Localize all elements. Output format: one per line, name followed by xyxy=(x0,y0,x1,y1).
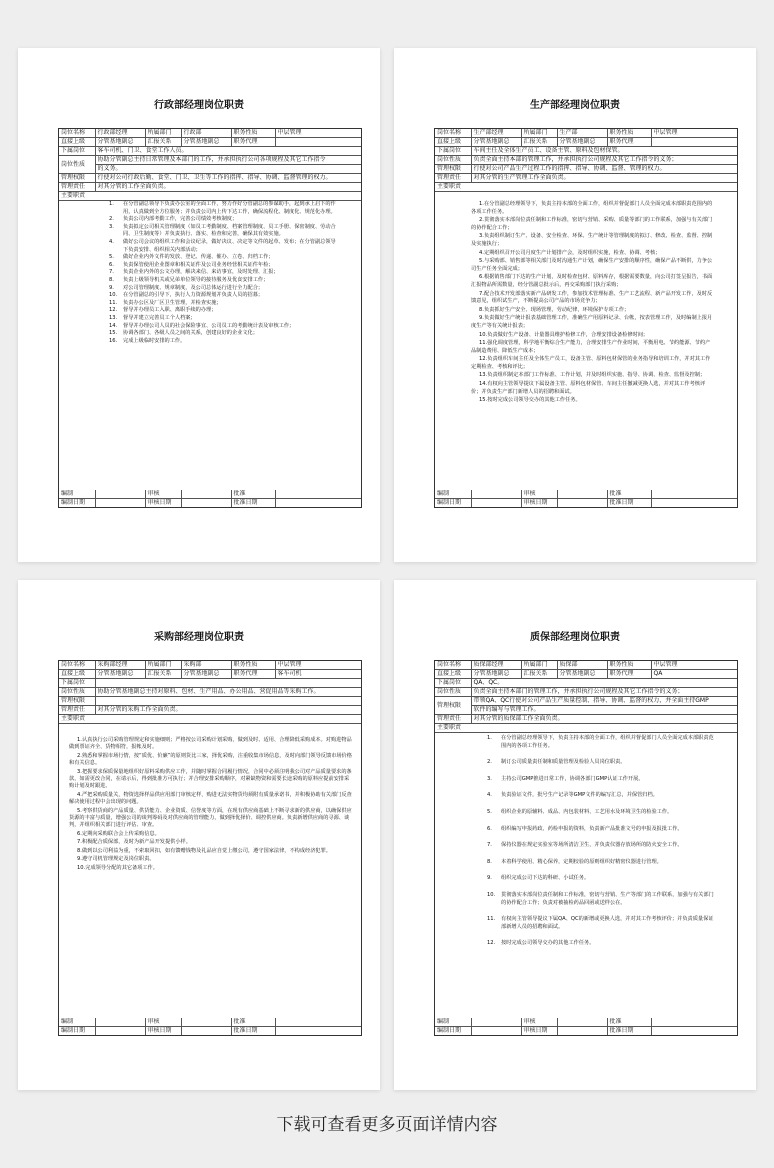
label-superior: 直接上级 xyxy=(59,670,95,679)
duty-text: 负责保管使用企业图章和相关证件及公司业务经营相关证件年检； xyxy=(123,261,274,268)
duty-number: 6. xyxy=(487,825,492,832)
duty-item xyxy=(109,285,339,293)
label-responsibility: 管理责任 xyxy=(435,174,471,183)
duty-item xyxy=(109,330,339,338)
duty-item xyxy=(69,769,353,791)
duty-item xyxy=(487,826,715,834)
duty-item xyxy=(487,859,715,867)
label-superior: 直接上级 xyxy=(59,138,95,147)
value-subordinate: QA、QC。 xyxy=(471,679,737,688)
duty-number: 8. xyxy=(109,276,114,283)
value-subordinate: 客车司机、门卫、食堂工作人员。 xyxy=(95,147,361,156)
document-page-quality xyxy=(394,580,756,1090)
duty-text: 负责企业内外的公文办理，解决来信、来访事宜，及时处理、汇报； xyxy=(123,269,279,276)
duty-text: 遵守司机管理规定及岗位职责。 xyxy=(81,856,155,863)
duty-item xyxy=(69,808,353,830)
duty-text: 对公司管理制度、规章制度，及公司总体运行进行全力配合； xyxy=(123,284,264,291)
value-responsibility: 对其分管的生产管理工作全面负责。 xyxy=(471,174,737,183)
value-superior: 分管基地副总 xyxy=(95,138,145,147)
value-post-name: 行政部经理 xyxy=(95,129,145,138)
label-post-name: 岗位名称 xyxy=(435,129,471,138)
download-more-link[interactable]: 下载可查看更多页面详情内容 xyxy=(276,1115,498,1135)
duty-item xyxy=(471,307,713,315)
duty-number: 7. xyxy=(77,839,82,846)
label-subordinate: 下属岗位 xyxy=(59,679,95,688)
duty-number: 2. xyxy=(487,759,492,766)
label-subordinate: 下属岗位 xyxy=(435,147,471,156)
duty-number: 9. xyxy=(487,875,492,882)
duty-text: 保持仪器在规定实验室等场所清洁卫生，并负责仪器存放场所的防火安全工作。 xyxy=(501,842,683,849)
duty-text: 组织企业的原辅料、成品、内包装材料、工艺用水及环境卫生的检验工作。 xyxy=(501,808,673,815)
duty-text: 主持公司GMP推进日常工作，协调各部门GMP认证工作开展。 xyxy=(501,775,644,782)
duty-number: 12. xyxy=(109,307,118,314)
duty-number: 13. xyxy=(479,372,488,379)
duty-number: 7. xyxy=(479,290,484,297)
job-form xyxy=(434,128,738,508)
job-form xyxy=(434,660,738,1036)
duty-number: 11. xyxy=(479,340,488,347)
duty-item xyxy=(109,315,339,323)
duty-text: 定期向采购联合会上传采购信息。 xyxy=(81,830,160,837)
duty-item xyxy=(471,372,713,380)
value-department: 采购部 xyxy=(181,661,231,670)
duty-text: 熟悉和掌握市场行情，按“质优、价廉”的原则货比三家，择优采购，注重收集市场信息，及时向部门领导反馈市场价格和有关信息。 xyxy=(69,752,352,767)
label-approve-date: 批准日期 xyxy=(607,1027,651,1036)
duties-area xyxy=(435,187,737,489)
duty-text: 组织完成公司下达的科研、小试任务。 xyxy=(501,875,590,882)
duty-item xyxy=(69,839,353,846)
duty-text: 按时完成公司领导交办的其他工作任务。 xyxy=(487,397,581,404)
duty-item xyxy=(109,224,339,239)
duty-number: 9. xyxy=(479,315,484,322)
duties-area xyxy=(59,195,361,489)
duty-number: 14. xyxy=(109,322,118,329)
value-proxy: 客车司机 xyxy=(275,670,361,679)
value-report: 分管基地副总 xyxy=(181,670,231,679)
page-title: 质保部经理岗位职责 xyxy=(530,632,620,643)
duty-number: 6. xyxy=(479,274,484,281)
duty-text: 与采购部、销售部等相关部门及时沟通生产计划，确保生产安排的顺序性，确保产品不断供，力争公司生产任务全面完成； xyxy=(471,258,713,272)
duty-number: 5. xyxy=(109,254,114,261)
duty-item xyxy=(471,340,713,355)
duty-item xyxy=(471,332,713,340)
info-table xyxy=(435,661,737,733)
duty-item xyxy=(487,776,715,784)
duty-text: 认真执行公司采购管理规定和实施细则；严格按公司采购计划采购，做到及时、适用、合理降低采购成本。对购进物品做到票证齐全、货物相符，报帐及时。 xyxy=(69,737,352,751)
label-approve-date: 批准日期 xyxy=(231,499,275,508)
value-post-name: 生产部经理 xyxy=(471,129,521,138)
label-post-nature: 职务性质 xyxy=(231,661,275,670)
label-post-nature: 职务性质 xyxy=(607,129,651,138)
duty-text: 督导并办理公司人员的社会保险事宜、公司员工的考勤统计表及审核工作； xyxy=(123,322,295,329)
duty-text: 考察供货商的产品质量、供货能力、企业资质、信誉度等方面，在现有供应商基础上不断寻求新的供应商，以确保供应货源的丰富与质量，增强公司的谈判筹码及对供应商的管理能力，做到择优择价、调控供应商。负责新增供应商的寻源、谈判，并组织相关部门进行评估、审查。 xyxy=(69,807,352,829)
value-nature: 协助分管基地副总主持对原料、包材、生产用品、办公用品、营促用品等采购工作。 xyxy=(95,688,361,697)
value-report: 分管基地副总 xyxy=(557,670,607,679)
value-proxy: QA xyxy=(651,670,737,679)
value-nature-cont: 的义务。 xyxy=(95,165,361,174)
label-superior: 直接上级 xyxy=(435,670,471,679)
label-subordinate: 下属岗位 xyxy=(435,679,471,688)
value-superior: 分管基地副总 xyxy=(471,670,521,679)
duty-item xyxy=(471,315,713,330)
value-post-name: 质保部经理 xyxy=(471,661,521,670)
duty-number: 10. xyxy=(109,292,118,299)
label-proxy: 职务代理 xyxy=(231,138,275,147)
duty-text: 负责做好生产设备、计量器具维护检修工作，合理安排设备检修时间； xyxy=(487,331,649,338)
duty-text: 协调各部门、各级人员之间的关系，创建良好的企业文化； xyxy=(123,330,258,337)
duty-item xyxy=(109,201,339,216)
label-report: 汇报关系 xyxy=(521,670,557,679)
label-approve-date: 批准日期 xyxy=(231,1027,275,1036)
duty-text: 强化调度管理，科学地平衡综合生产能力，合理安排生产作业时间，平衡用电、节约能源、节约产品制造费用、降低生产成本； xyxy=(471,340,711,354)
value-proxy xyxy=(651,138,737,147)
duty-item xyxy=(69,856,353,863)
duty-text: 做好企业内外文件的发放、登记、传递、催办、立卷、归档工作； xyxy=(123,254,274,261)
duty-number: 3. xyxy=(479,233,484,240)
document-page-admin xyxy=(18,48,380,562)
label-review-date: 审核日期 xyxy=(145,499,181,508)
duty-text: 负责办公区及厂区卫生管理，并检查实施； xyxy=(123,299,222,306)
info-table xyxy=(59,129,361,201)
label-post-nature: 职务性质 xyxy=(231,129,275,138)
label-approve-date: 批准日期 xyxy=(607,499,651,508)
duty-number: 2. xyxy=(109,216,114,223)
duty-item xyxy=(487,735,715,750)
label-review: 审核 xyxy=(521,1018,557,1027)
duty-item xyxy=(109,338,339,346)
label-approve: 批准 xyxy=(231,1018,275,1027)
value-superior: 分管基地副总 xyxy=(95,670,145,679)
duty-text: 按时完成公司领导交办的其他工作任务。 xyxy=(501,940,595,947)
duty-text: 积极配合质保部，及时为新产品开发提供小样。 xyxy=(81,839,191,846)
duty-number: 6. xyxy=(109,261,114,268)
duty-item xyxy=(69,792,353,807)
label-nature: 岗位性质 xyxy=(435,156,471,165)
duty-text: 督导并办理员工入职、离职手续的办理； xyxy=(123,307,217,314)
duty-item xyxy=(471,217,713,232)
job-form xyxy=(58,660,362,1036)
duty-item xyxy=(487,842,715,850)
duty-number: 8. xyxy=(487,858,492,865)
duty-number: 12. xyxy=(487,940,496,947)
duty-number: 10. xyxy=(77,864,86,871)
duty-item xyxy=(109,239,339,254)
label-report: 汇报关系 xyxy=(521,138,557,147)
duty-item xyxy=(69,753,353,768)
duty-item xyxy=(471,201,713,216)
duty-text: 配合技术开发部落实新产品研发工作，参加技术管理标准、生产工艺流程、新产品开发工作，及时反馈意见，组织试生产，不断提高公司产品的市场竞争力； xyxy=(471,290,713,305)
duty-item xyxy=(487,809,715,817)
duty-text: 在分管副总领导下负责办公室的全面工作，努力作好分管副总的参谋助手，起到承上启下的作用，认真做到全方位服务；并负责公司内上传下达工作，确保流程化、制度化、规范化办理。 xyxy=(123,201,336,215)
label-review: 审核 xyxy=(145,490,181,499)
label-proxy: 职务代理 xyxy=(607,670,651,679)
duty-number: 1. xyxy=(487,735,492,741)
duty-number: 11. xyxy=(487,916,496,923)
label-authority: 管理权限 xyxy=(59,174,95,183)
duty-text: 负责验证文件，批号生产记录等GMP文件的编写汇总，并保管归档。 xyxy=(501,792,658,799)
value-post-name: 采购部经理 xyxy=(95,661,145,670)
value-nature: 负责全面主持本部的管理工作，并承担执行公司规程及其它工作指令的义务； xyxy=(471,156,737,165)
duty-number: 4. xyxy=(487,792,492,799)
duty-number: 12. xyxy=(479,356,488,363)
value-authority: 行使对公司产品生产过程工作的指挥、指导、协调、监督、管理的权力。 xyxy=(471,165,737,174)
duty-number: 4. xyxy=(109,238,114,245)
label-prepare-date: 编制日期 xyxy=(435,1027,471,1036)
duty-number: 4. xyxy=(77,791,82,798)
duty-text: 负责抓好生产安全、现场管理，劳动纪律，环境保护专项工作； xyxy=(483,306,630,313)
value-department: 行政部 xyxy=(181,129,231,138)
value-responsibility: 对其分管的质保部工作全面负责。 xyxy=(471,715,737,724)
duty-item xyxy=(487,940,715,948)
duty-item xyxy=(487,916,715,931)
duty-text: 完成领导分配的其它备项工作。 xyxy=(85,864,158,871)
signature-table xyxy=(59,1018,361,1035)
duty-number: 16. xyxy=(109,337,118,344)
duties-area xyxy=(59,719,361,1017)
duty-text: 在分管副总的引导下，执行人力资源规划并负责人员的招募； xyxy=(123,292,264,299)
label-responsibility: 管理责任 xyxy=(59,183,95,192)
duty-text: 负责组织制定本部门工作标准、工作计划，并及时组织实施、指导、协调、检查、监督及控制； xyxy=(487,372,706,379)
duty-item xyxy=(69,865,353,872)
duty-text: 负责组织制订生产、设备、安全检查、环保、生产统计等管理制度的拟订、修改、检查、监督、控制及实施执行； xyxy=(471,233,713,247)
duty-text: 贯彻落实本部岗位责任制和工作标准，密切与营销、生产等部门的工作联系，加强与有关部门的协作配合工作；负责对被抽检药品回函或送样公在。 xyxy=(501,891,714,906)
label-department: 所属部门 xyxy=(145,129,181,138)
value-post-nature: 中层管理 xyxy=(651,129,737,138)
duty-number: 5. xyxy=(487,808,492,815)
value-responsibility: 对其分管的工作全面负责。 xyxy=(95,183,361,192)
page-title: 行政部经理岗位职责 xyxy=(154,100,244,111)
duties-area xyxy=(435,727,737,1017)
duty-number: 15. xyxy=(479,397,488,404)
label-review-date: 审核日期 xyxy=(521,1027,557,1036)
duty-item xyxy=(487,892,715,907)
duty-number: 11. xyxy=(109,299,118,306)
duty-text: 在分管副总经理领导下，负责主持本部的全面工作，组织并督促部门人员全面完成本部职责范围内的各项工作任务。 xyxy=(471,201,713,215)
label-department: 所属部门 xyxy=(521,129,557,138)
duty-number: 15. xyxy=(109,330,118,337)
duty-text: 本着科学使用、精心保养，定期校验的原则组织好精密仪器进行管理。 xyxy=(501,858,662,865)
duty-item xyxy=(471,274,713,289)
value-responsibility: 对其分管的采购工作全面负责。 xyxy=(95,706,361,715)
duty-number: 14. xyxy=(479,381,488,388)
label-review: 审核 xyxy=(145,1018,181,1027)
label-prepare-date: 编制日期 xyxy=(59,499,95,508)
value-post-nature: 中层管理 xyxy=(275,129,361,138)
signature-table xyxy=(435,490,737,507)
duty-item xyxy=(487,759,715,767)
value-post-nature: 中层管理 xyxy=(651,661,737,670)
label-department: 所属部门 xyxy=(145,661,181,670)
page-title: 生产部经理岗位职责 xyxy=(530,100,620,111)
duty-text: 做好公司会议的组织工作和会议纪录，做好决议、决定等文件的起草、发布；在分管副总领导下负责安排、组织相关内部活动； xyxy=(123,238,336,253)
document-page-purchasing xyxy=(18,580,380,1090)
value-nature: 负责全面主持本部门的管理工作，并承担执行公司规程及其它工作指令的义务； xyxy=(471,688,737,697)
duty-number: 2. xyxy=(479,217,484,224)
value-report: 分管基地副总 xyxy=(181,138,231,147)
label-department: 所属部门 xyxy=(521,661,557,670)
duty-number: 1. xyxy=(77,737,82,743)
label-post-nature: 职务性质 xyxy=(607,661,651,670)
label-approve: 批准 xyxy=(231,490,275,499)
duty-number: 13. xyxy=(109,314,118,321)
duty-number: 10. xyxy=(479,331,488,338)
duty-number: 9. xyxy=(77,856,82,863)
job-form xyxy=(58,128,362,508)
duty-item xyxy=(69,737,353,752)
duty-text: 负责做好生产统计报表基础管理工作，准确生产用原料记录、台帐，按表管理工作，及时编制上报月度生产等有关统计报表； xyxy=(471,315,713,329)
label-responsibility: 管理责任 xyxy=(59,706,95,715)
duty-item xyxy=(109,216,339,224)
label-main-duties: 主要职责 xyxy=(59,192,361,201)
value-nature: 协助分管副总主持日常管理及本部门的工作，并承担执行公司各项规程及其它工作指令 xyxy=(95,156,361,165)
duty-text: 严把采购质量关，物资选择样品供应用部门审核定样，购进无法实物货均须附有质量承诺书，并积极协助有关部门反查解决使用过程中会出现的问题。 xyxy=(69,791,352,806)
label-prepare: 编制 xyxy=(59,490,95,499)
duty-number: 1. xyxy=(479,201,484,207)
duty-item xyxy=(109,277,339,285)
duty-number: 9. xyxy=(109,284,114,291)
label-main-duties: 主要职责 xyxy=(435,183,737,192)
label-main-duties: 主要职责 xyxy=(59,715,361,724)
value-department: 质保部 xyxy=(557,661,607,670)
duty-number: 7. xyxy=(109,269,114,276)
duty-number: 8. xyxy=(479,306,484,313)
duty-number: 5. xyxy=(479,258,484,265)
duty-text: 做到以公司利益为重，不索取回扣，如有馈赠钱物及礼品应自觉上缴公司，遵守国家法律，不构成经济犯罪。 xyxy=(81,847,331,854)
document-page-production xyxy=(394,48,756,562)
label-main-duties: 主要职责 xyxy=(435,724,737,733)
duty-number: 10. xyxy=(487,891,496,898)
label-prepare-date: 编制日期 xyxy=(59,1027,95,1036)
signature-table xyxy=(59,490,361,507)
duty-text: 负责组织车间主任及全体生产员工，设备主管、原料包材保管的业务指导和培训工作，并对其工作定期检查、考核和评比； xyxy=(471,356,711,370)
value-authority: 带领QA、QC行使对公司产品生产质量控制、指导、协调、监督的权力，并全面主持GMP xyxy=(471,697,737,706)
duty-number: 7. xyxy=(487,842,492,849)
value-superior: 分管基地副总 xyxy=(471,138,521,147)
duties-list xyxy=(435,199,737,489)
info-table xyxy=(59,661,361,724)
duty-text: 组织编写申报药政、药检申报的资料，负责新产品批准文号的申报及报批工作。 xyxy=(501,825,683,832)
duty-item xyxy=(109,269,339,277)
label-nature: 岗位性质 xyxy=(59,156,95,174)
label-proxy: 职务代理 xyxy=(607,138,651,147)
label-authority: 管理权限 xyxy=(59,697,95,706)
label-prepare: 编制 xyxy=(435,1018,471,1027)
duty-text: 定期组织召开公司月度生产计划排产会，及时组织实施，检查、协调、考核； xyxy=(483,249,661,256)
label-post-name: 岗位名称 xyxy=(435,661,471,670)
duty-number: 3. xyxy=(109,223,114,230)
duty-item xyxy=(487,792,715,800)
label-review-date: 审核日期 xyxy=(145,1027,181,1036)
page-title: 采购部经理岗位职责 xyxy=(154,632,244,643)
duty-text: 完成上级临时安排的工作。 xyxy=(123,337,186,344)
value-proxy xyxy=(275,138,361,147)
label-nature: 岗位性质 xyxy=(435,688,471,697)
duty-number: 5. xyxy=(77,807,82,814)
duty-text: 督导并建立完善员工个人档案； xyxy=(123,314,196,321)
label-prepare: 编制 xyxy=(59,1018,95,1027)
duty-item xyxy=(109,323,339,331)
duty-item xyxy=(471,291,713,306)
value-post-nature: 中层管理 xyxy=(275,661,361,670)
duties-list xyxy=(435,733,737,1017)
label-approve: 批准 xyxy=(607,490,651,499)
duty-number: 4. xyxy=(479,249,484,256)
duty-number: 6. xyxy=(77,830,82,837)
duty-number: 1. xyxy=(109,201,114,207)
label-approve: 批准 xyxy=(607,1018,651,1027)
label-nature: 岗位性质 xyxy=(59,688,95,697)
label-report: 汇报关系 xyxy=(145,670,181,679)
value-department: 生产部 xyxy=(557,129,607,138)
duty-item xyxy=(471,233,713,248)
duties-list xyxy=(59,735,361,1017)
duty-item xyxy=(471,250,713,258)
duty-number: 3. xyxy=(77,768,82,775)
duties-list xyxy=(59,199,361,489)
label-review: 审核 xyxy=(521,490,557,499)
label-subordinate: 下属岗位 xyxy=(59,147,95,156)
label-responsibility: 管理责任 xyxy=(435,715,471,724)
duty-item xyxy=(487,875,715,883)
value-subordinate xyxy=(95,679,361,688)
duty-item xyxy=(69,831,353,838)
duty-item xyxy=(471,258,713,273)
duty-text: 在分管副总经理领导下，负责主持本部的全面工作，组织并督促部门人员全面完成本部职责范围内的各项工作任务。 xyxy=(501,735,714,749)
label-post-name: 岗位名称 xyxy=(59,129,95,138)
duty-text: 有权向主管领导提议下属QA、QC的新增或更换人选，并对其工作考核评价；并负责质量保证部新增人员的招聘和面试。 xyxy=(501,916,714,930)
label-prepare: 编制 xyxy=(435,490,471,499)
duty-item xyxy=(471,397,713,405)
duty-item xyxy=(109,307,339,315)
duty-text: 有权向主管领导提议下属设备主管、原料包材保管、车间主任撤减更换人选，并对其工作考核评价；并负责生产部门新增人员的招聘和面试。 xyxy=(471,381,706,395)
duty-text: 负责公司内部考勤工作，完善公司绩效考核制度； xyxy=(123,216,238,223)
value-authority: 行使对公司行政后勤、食堂、门卫、卫生等工作的指挥、指导、协调、监督管理的权力。 xyxy=(95,174,361,183)
signature-table xyxy=(435,1018,737,1035)
label-superior: 直接上级 xyxy=(435,138,471,147)
value-subordinate: 车间主任及全体生产员工、设备主管、原料及包材保管。 xyxy=(471,147,737,156)
duty-number: 8. xyxy=(77,847,82,854)
value-report: 分管基地副总 xyxy=(557,138,607,147)
value-authority-cont: 软件的编写与管理工作。 xyxy=(471,706,737,715)
label-authority: 管理权限 xyxy=(435,697,471,715)
duty-text: 制订公司质量责任制和质量管理及检验人员岗位职责。 xyxy=(501,759,626,766)
label-review-date: 审核日期 xyxy=(521,499,557,508)
label-report: 汇报关系 xyxy=(145,138,181,147)
value-authority xyxy=(95,697,361,706)
duty-text: 负责拟定公司相关管理制度（如员工考勤制度、档案管理制度、员工手册、保密制度、劳动合同、卫生制度等）并负责执行、落实、检查和完善，确保其有效实施。 xyxy=(123,223,336,238)
duty-item xyxy=(109,254,339,262)
duty-text: 负责上级领导机关或兄弟单位领导的接待服务及优食安排工作； xyxy=(123,276,269,283)
duty-item xyxy=(109,292,339,300)
duty-item xyxy=(69,848,353,855)
label-post-name: 岗位名称 xyxy=(59,661,95,670)
info-table xyxy=(435,129,737,192)
duty-text: 贯彻落实本部岗位责任制和工作标准，密切与营销、采购、质量等部门的工作联系，加强与有关部门的协作配合工作； xyxy=(471,217,713,231)
duty-number: 3. xyxy=(487,775,492,782)
duty-item xyxy=(471,356,713,371)
duty-number: 2. xyxy=(77,752,82,759)
duty-item xyxy=(471,381,713,396)
label-prepare-date: 编制日期 xyxy=(435,499,471,508)
duty-text: 根据销售部门下达的生产计划，及时检查包材、原料库存，根据需要数量，向公司打签呈报告，书面汇报物品所需数量，经分管副总批示后，再交采购部门执行采购； xyxy=(471,274,713,288)
duty-text: 把握要求保质保量地组织好原料采购供应工作，并随时掌握合同履行情况，合同中必须注明我公司对产品质量要求的条款，如需更改合同，在请示后，得到批准方可执行；并合理安排采购顺序，对紧缺物资和需要长途采购的原料应提前安排采购计划及时跟进。 xyxy=(69,768,352,790)
label-authority: 管理权限 xyxy=(435,165,471,174)
label-proxy: 职务代理 xyxy=(231,670,275,679)
